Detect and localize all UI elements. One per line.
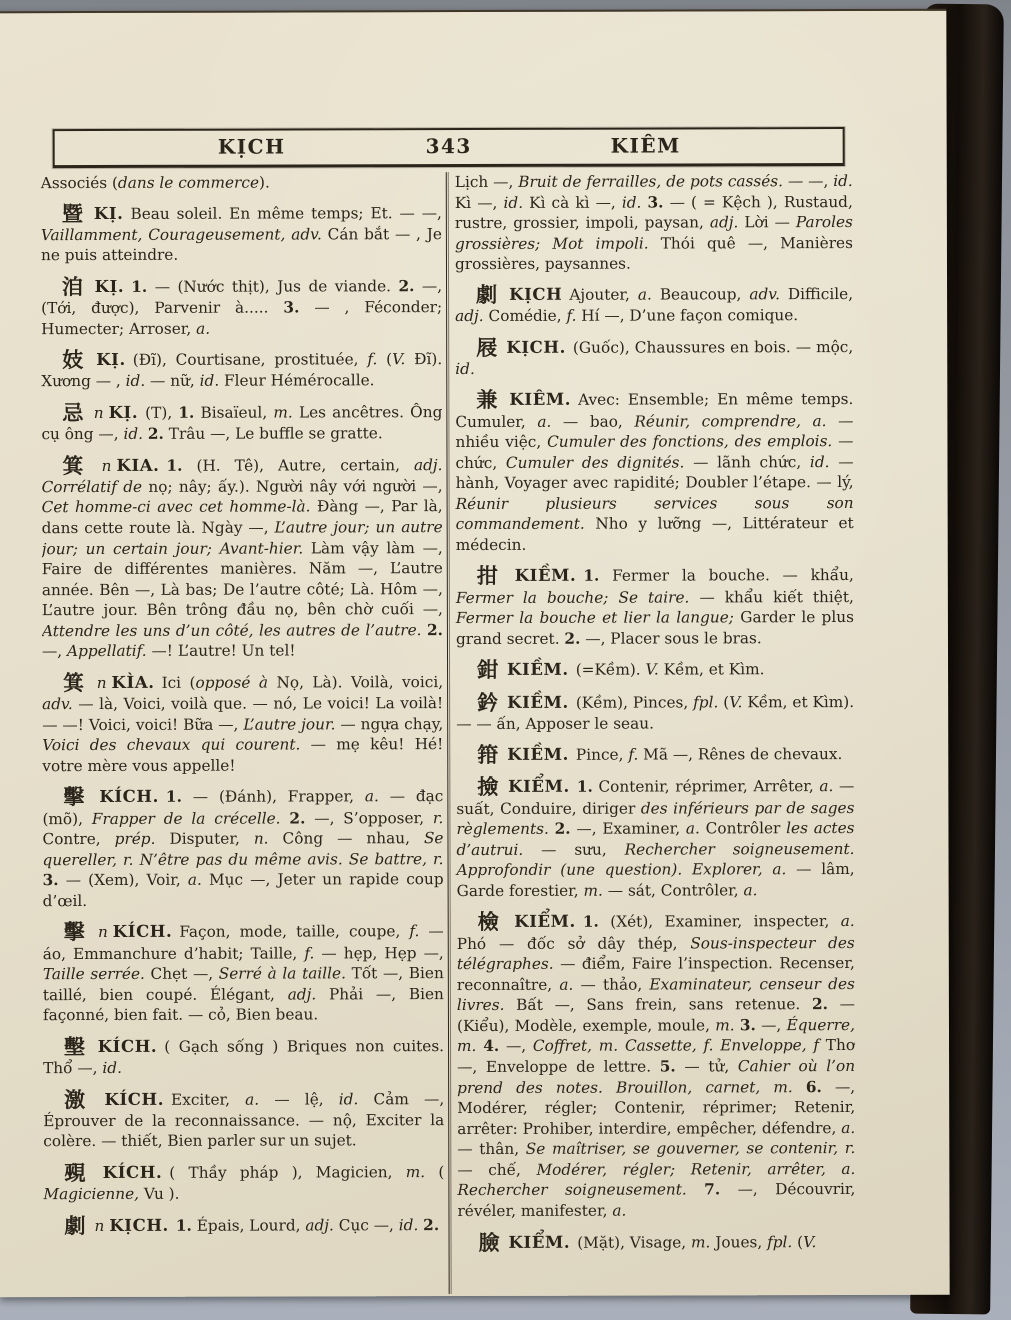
cjk-headword: 忌 xyxy=(62,399,85,426)
entry-text-segment: Trâu —, Le buffle se gratte. xyxy=(163,424,383,443)
entry-text-segment: Disputer, xyxy=(155,829,254,848)
entry-text-segment: adj. xyxy=(413,455,443,474)
cjk-headword: 劇 xyxy=(64,1212,86,1238)
entry-text-segment: a. xyxy=(187,870,202,889)
entry-text-segment: les actes d’autrui. xyxy=(456,819,855,859)
entry-headword: KỊ. xyxy=(94,276,125,296)
entry-text-segment: ( xyxy=(718,692,730,711)
dictionary-entry xyxy=(455,388,853,555)
entry-text-segment: 2. xyxy=(147,424,164,443)
cjk-headword: 擊 xyxy=(63,919,89,945)
entry-text-segment: Façon, mode, taille, coupe, xyxy=(179,922,410,942)
entry-text-segment: adj. xyxy=(287,985,317,1004)
entry-headword: KỊCH xyxy=(509,284,563,304)
entry-text-segment: 1. xyxy=(165,788,182,807)
entry-headword: KIỀM. xyxy=(514,566,577,586)
entry-text-segment: prép. xyxy=(114,829,156,849)
entry-text-segment: — mẹ kêu! Hé! votre mère vous appelle! xyxy=(42,735,444,775)
entry-text-segment: Réunir, comprendre, a. xyxy=(634,411,827,431)
entry-headword: KÍCH. xyxy=(104,1089,165,1109)
entry-text-segment: — khẩu kiết thiệt, xyxy=(689,587,854,607)
entry-headword: KIỀM. xyxy=(507,660,569,680)
entry-text-segment: Beaucoup, xyxy=(651,285,750,304)
entry-text-segment: —, S’opposer, xyxy=(305,808,433,827)
dictionary-entry xyxy=(456,775,854,901)
entry-text-segment: —, Modérer, régler; Contenir, réprimer; Retenir, arrêter: Prohiber, interdire, empêcher, défendre, xyxy=(457,1077,856,1138)
entry-text-segment: (=Kềm). xyxy=(575,660,646,680)
entry-text-segment: — sát, Contrôler, xyxy=(602,881,744,900)
entry-text-segment: Ici ( xyxy=(161,673,196,692)
cjk-headword: 箕 xyxy=(62,452,93,478)
entry-text-segment: 1. xyxy=(583,567,600,586)
entry-text-segment: a. xyxy=(743,881,758,900)
entry-text-segment: a. xyxy=(537,412,552,431)
entry-text-segment: f. xyxy=(367,350,378,369)
entry-text-segment: Réunir plusieurs services sous son commandement. xyxy=(455,493,854,534)
entry-text-segment: Fleur Hémérocalle. xyxy=(219,371,375,391)
entry-headword: KỊ. xyxy=(93,203,124,223)
cjk-headword: 臉 xyxy=(478,1229,500,1255)
entry-text-segment: ( Thầy pháp ), Magicien, xyxy=(169,1163,406,1182)
entry-text-segment: m. xyxy=(715,1016,735,1035)
cjk-headword: 鉗 xyxy=(477,657,499,683)
entry-text-segment: Taille serrée. xyxy=(42,964,145,984)
dictionary-entry xyxy=(457,910,856,1221)
entry-text-segment: a. xyxy=(840,912,855,931)
entry-text-segment: Difficile, xyxy=(779,284,854,304)
entry-text-segment: 1. xyxy=(178,403,195,422)
cjk-headword: 暨 xyxy=(61,200,85,226)
entry-text-segment: — (Kiểu), Modèle, exemple, moule, xyxy=(456,995,855,1035)
cjk-headword: 箝 xyxy=(477,742,499,768)
entry-text-segment xyxy=(793,1078,806,1096)
entry-headword: KỊ. xyxy=(108,402,139,422)
entry-text-segment: Cumuler des fonctions, des emplois. xyxy=(547,432,833,451)
entry-text-segment: 2. xyxy=(564,629,581,648)
dictionary-entry xyxy=(41,348,442,392)
entry-text-segment: Bất —, Sans frein, sans retenue. xyxy=(504,995,812,1015)
entry-text-segment: Đàng —, Par là, dans cette route là. Ngày —, xyxy=(41,497,443,538)
entry-text-segment: Épais, Lourd, xyxy=(191,1216,306,1235)
entry-text-segment: Cảm —, Éprouver de la reconnaissance. — nộ, Exciter la colère. — thiết, Bien parler sur un sujet. xyxy=(43,1089,445,1151)
dictionary-entry xyxy=(43,920,444,1025)
entry-text-segment: — (Xem), Voir, xyxy=(58,870,188,890)
entry-text-segment: — tử, xyxy=(675,1057,738,1076)
entry-text-segment: — (Đánh), Frapper, xyxy=(181,787,365,807)
entry-text-segment: id. xyxy=(338,1089,359,1108)
entry-text-segment: Cahier où l’on prend des notes. Brouillon, carnet, m. xyxy=(457,1056,856,1097)
entry-text-segment: Contrôler xyxy=(699,819,787,838)
page-number: 343 xyxy=(425,133,472,159)
entry-text-segment: Garder le plus grand secret. xyxy=(455,608,854,648)
dictionary-entry xyxy=(43,1161,444,1205)
entry-text-segment: nọ; nây; ấy.). Người nây với người —, xyxy=(142,476,443,496)
entry-headword: KỊ. xyxy=(96,350,126,370)
entry-text-segment: Sous-inspecteur des télégraphes. xyxy=(456,933,855,974)
entry-text-segment: Contenir, réprimer, Arrêter, xyxy=(592,777,820,797)
entry-text-segment: 2. xyxy=(423,1215,440,1234)
entry-text-segment: — suất, Conduire, diriger xyxy=(456,777,855,818)
entry-text-segment: 2. xyxy=(398,277,415,296)
dictionary-entry xyxy=(455,336,853,380)
entry-headword: KÍCH. xyxy=(97,1036,158,1056)
entry-text-segment: (Mặt), Visage, xyxy=(577,1232,692,1252)
header-word-left: KỊCH xyxy=(217,134,286,159)
dictionary-entry xyxy=(41,275,442,339)
entry-text-segment: Cumuler des dignités. xyxy=(505,453,685,472)
entry-text-segment: Avec: Ensemble; En même temps. Cumuler, xyxy=(455,390,854,431)
cjk-headword: 洎 xyxy=(62,273,86,299)
entry-headword: KIA. xyxy=(116,455,160,475)
entry-text-segment: Pince, xyxy=(575,745,629,764)
entry-text-segment: 1. xyxy=(576,778,593,797)
entry-text-segment: Se quereller, r. N’être pas du même avis. Se battre, r. xyxy=(42,829,444,869)
entry-text-segment: Modérer, régler; Retenir, arrêter, a. Rechercher soigneusement. xyxy=(457,1159,856,1200)
cjk-headword: 墼 xyxy=(63,1033,89,1059)
entry-text-segment: — —, xyxy=(782,172,834,191)
entry-text-segment: 1. xyxy=(131,277,148,296)
entry-text-segment: Beau soleil. En même temps; Et. — —, xyxy=(130,203,442,223)
entry-text-segment: — lãnh chức, xyxy=(684,452,810,472)
entry-headword: KÍCH. xyxy=(102,1162,163,1182)
entry-text-segment xyxy=(281,809,290,827)
entry-text-segment: id. xyxy=(503,193,524,212)
entry-text-segment: Mã —, Rênes de chevaux. xyxy=(638,745,843,764)
entry-text-segment: — thảo, xyxy=(573,975,650,994)
entry-text-segment: 2. xyxy=(289,808,306,828)
entry-text-segment: Joues, xyxy=(710,1232,768,1251)
text-block xyxy=(41,171,856,1299)
dictionary-page xyxy=(0,9,950,1297)
entry-text-segment: ( xyxy=(425,1162,445,1181)
entry-text-segment: Fermer la bouche; Se taire. xyxy=(455,588,690,607)
cjk-headword: 拑 xyxy=(476,563,506,589)
entry-text-segment: Công — nhau, xyxy=(268,829,424,848)
entry-text-segment: Phó — đốc sở dây thép, xyxy=(456,934,691,953)
entry-text-segment: 6. xyxy=(805,1077,822,1096)
entry-text-segment: 3. xyxy=(739,1016,756,1035)
entry-text-segment: a. xyxy=(559,975,574,994)
entry-text-segment: a. xyxy=(196,319,211,338)
dictionary-entry xyxy=(458,1230,856,1253)
entry-prefix: n xyxy=(94,1216,105,1235)
entry-text-segment: Voici des chevaux qui courent. xyxy=(42,735,301,755)
entry-text-segment: V. xyxy=(729,692,743,711)
dictionary-entry xyxy=(43,1035,444,1079)
entry-text-segment: Nọ, Là). Voilà, voici, xyxy=(267,673,444,692)
entry-text-segment: —, (Tới, được), Parvenir à..... xyxy=(41,276,443,318)
cjk-headword: 屐 xyxy=(476,334,498,360)
entry-text-segment: —! L’autre! Un tel! xyxy=(146,641,296,661)
entry-text-segment: 7. xyxy=(704,1180,721,1199)
entry-text-segment: —, Découvrir, révéler, manifester, xyxy=(457,1180,856,1220)
entry-text-segment: id. xyxy=(809,452,830,471)
entry-text-segment: des inférieurs par de sages règlements. xyxy=(456,798,855,839)
entry-text-segment: f. xyxy=(566,306,577,325)
entry-prefix: n xyxy=(96,673,107,692)
entry-text-segment: — lệ, xyxy=(259,1089,339,1109)
entry-text-segment: —, xyxy=(499,1037,533,1056)
entry-text-segment: — , Féconder; Humecter; Arroser, xyxy=(41,298,443,338)
entry-prefix: n xyxy=(93,403,104,422)
cjk-headword: 箕 xyxy=(63,669,88,696)
entry-headword: KÍCH. xyxy=(112,922,173,942)
column-right xyxy=(455,171,856,1298)
entry-text-segment: ( xyxy=(792,1232,804,1251)
entry-text-segment: Thói quê —, Manières grossières, paysannes. xyxy=(454,233,853,274)
entry-text-segment: 1. xyxy=(175,1216,192,1235)
entry-text-segment: f. xyxy=(409,922,420,941)
entry-text-segment: Contre, xyxy=(42,830,115,849)
entry-text-segment: Se maîtriser, se gouverner, se contenir, r. xyxy=(525,1139,856,1159)
entry-text-segment: 2. xyxy=(554,819,571,838)
entry-text-segment: Chẹt —, xyxy=(144,964,219,983)
entry-text-segment: 1. xyxy=(166,456,183,475)
entry-text-segment: (H. Tê), Autre, certain, xyxy=(182,455,414,475)
entry-text-segment: — nữ, xyxy=(145,372,200,391)
entry-text-segment: 3. xyxy=(647,193,664,212)
entry-text-segment: — (Nước thịt), Jus de viande. xyxy=(147,277,399,296)
entry-headword: KIỂM. xyxy=(508,1232,571,1252)
running-header xyxy=(53,127,845,168)
entry-text-segment: Cục —, xyxy=(333,1215,399,1234)
cjk-headword: 妓 xyxy=(62,347,88,373)
entry-text-segment: —, Placer sous le bras. xyxy=(580,628,762,648)
entry-prefix: n xyxy=(101,456,112,475)
entry-text-segment: m. xyxy=(690,1232,711,1251)
entry-text-segment: (Đĩ), Courtisane, prostituée, xyxy=(132,350,368,370)
entry-text-segment: 2. xyxy=(426,620,443,639)
dictionary-entry xyxy=(41,172,442,194)
entry-text-segment: Magicienne, xyxy=(43,1184,140,1204)
entry-text-segment: Comédie, xyxy=(483,306,567,325)
cjk-headword: 兼 xyxy=(476,387,501,413)
entry-text-segment: — điểm, Faire l’inspection. Recenser, reconnaître, xyxy=(456,954,855,994)
entry-text-segment: Serré à la taille. xyxy=(218,964,346,983)
entry-text-segment: a. xyxy=(364,787,379,806)
cjk-headword: 擊 xyxy=(63,784,91,810)
entry-text-segment: id. xyxy=(833,172,853,191)
entry-text-segment: —, xyxy=(41,642,68,661)
entry-text-segment: — thân, xyxy=(457,1140,526,1159)
dictionary-entry xyxy=(456,564,854,649)
entry-text-segment: Kì cà kì —, xyxy=(523,193,622,212)
entry-text-segment: Lịch —, xyxy=(454,172,519,192)
entry-text-segment: id. xyxy=(199,372,220,391)
entry-text-segment: —, Examiner, xyxy=(570,819,686,838)
dictionary-entry xyxy=(42,785,443,911)
entry-text-segment: adv. xyxy=(749,285,780,304)
entry-text-segment: opposé à xyxy=(195,673,269,692)
dictionary-entry xyxy=(41,202,442,266)
entry-prefix: n xyxy=(97,923,108,942)
entry-text-segment: Kềm, et Kìm). — — ấn, Apposer le seau. xyxy=(456,692,855,733)
entry-text-segment: Fermer la bouche. — khẩu, xyxy=(599,566,854,586)
entry-text-segment: Kềm, et Kìm. xyxy=(658,660,765,679)
entry-text-segment: Bisaïeul, xyxy=(194,403,274,422)
entry-text-segment: — bao, xyxy=(551,412,635,431)
entry-text-segment: L’autre jour; un autre jour; un certain jour; Avant-hier. xyxy=(41,518,443,558)
entry-headword: KÍCH. xyxy=(99,787,159,807)
entry-text-segment: f. xyxy=(304,943,315,963)
entry-text-segment: Đĩ). Xương — , xyxy=(41,350,443,391)
entry-headword: KIỀM. xyxy=(507,744,569,765)
cjk-headword: 激 xyxy=(64,1086,96,1112)
entry-text-segment: Frapper de la crécelle. xyxy=(91,809,281,828)
entry-text-segment: id. xyxy=(102,1058,122,1077)
entry-text-segment: Examinateur, censeur des livres. xyxy=(456,974,855,1015)
entry-text-segment: Hí —, D’une façon comique. xyxy=(576,306,799,325)
entry-headword: KIỂM. xyxy=(508,777,570,797)
entry-text-segment: Kì —, xyxy=(454,193,504,212)
entry-text-segment: id. xyxy=(123,424,144,444)
cjk-headword: 覡 xyxy=(64,1159,94,1185)
entry-headword: KIỂM. xyxy=(514,912,576,932)
entry-text-segment: — ( = Kệch ), Rustaud, rustre, grossier, impoli, paysan, xyxy=(454,192,853,233)
entry-text-segment: adj. xyxy=(455,306,484,326)
entry-text-segment: Làm vậy làm —, Faire de différentes manières. Năm —, L’autre année. Bên —, Là bas; De l’autre côté; Là. Hôm —, L’autre jour. Bên trông đầu nọ, bên chờ cuối —, xyxy=(41,538,443,620)
entry-text-segment: a. xyxy=(819,777,834,796)
entry-text-segment: Phải —, Bien façonné, bien fait. — cỏ, Bien beau. xyxy=(42,984,444,1025)
entry-text-segment: 5. xyxy=(659,1057,676,1076)
entry-text-segment: ). xyxy=(258,173,270,192)
entry-text-segment: a. xyxy=(637,285,652,304)
header-word-right: KIÊM xyxy=(610,133,681,158)
entry-text-segment: Corrélatif de xyxy=(41,477,143,497)
entry-text-segment: Thơ —, Enveloppe de lettre. xyxy=(457,1036,856,1077)
entry-text-segment: a. xyxy=(612,1201,627,1220)
entry-text-segment: m. xyxy=(273,403,293,422)
entry-text-segment: a. xyxy=(841,1118,856,1137)
dictionary-entry xyxy=(456,743,854,766)
entry-text-segment: a. xyxy=(685,819,700,838)
entry-text-segment: Exciter, xyxy=(171,1090,246,1109)
entry-text-segment: Coffret, m. Cassette, f. Enveloppe, f xyxy=(532,1036,820,1056)
entry-headword: KỊCH. xyxy=(506,337,566,357)
entry-text-segment: Appellatif. xyxy=(67,642,147,661)
dictionary-entry xyxy=(42,671,443,776)
entry-text-segment: id. xyxy=(455,359,475,378)
entry-text-segment: V. xyxy=(392,350,406,369)
entry-text-segment: Bruit de ferrailles, de pots cassés. xyxy=(518,172,784,191)
entry-text-segment: Vaillamment, Courageusement, adv. xyxy=(40,225,322,244)
entry-text-segment: adj. xyxy=(709,213,739,232)
entry-text-segment: m. xyxy=(405,1162,426,1182)
entry-text-segment xyxy=(687,1181,704,1199)
cjk-headword: 劇 xyxy=(476,281,501,307)
entry-text-segment: — là, Voici, voilà que. — nó, Le voici! La voilà! — —! Voici, voici! Bữa —, xyxy=(42,694,444,734)
column-rule xyxy=(446,172,452,1294)
entry-text-segment: V. xyxy=(645,660,659,679)
entry-text-segment: Mục —, Jeter un rapide coup d’œil. xyxy=(42,870,444,910)
entry-text-segment: (T), xyxy=(145,403,179,422)
cjk-headword: 撿 xyxy=(477,774,500,800)
entry-text-segment: 3. xyxy=(283,298,300,317)
entry-text-segment: Ajouter, xyxy=(569,285,638,304)
entry-text-segment: Fermer la bouche et lier la langue; xyxy=(455,608,734,628)
entry-headword: KÌA. xyxy=(111,672,155,692)
entry-text-segment: — hẹp, Hẹp —, xyxy=(314,943,444,962)
entry-text-segment: Cán bắt — , Je ne puis atteindre. xyxy=(40,224,442,265)
entry-text-segment: Cet homme-ci avec cet homme-là. xyxy=(41,497,311,517)
entry-text-segment: 2. xyxy=(811,995,828,1014)
entry-text-segment: — chế, xyxy=(457,1160,537,1179)
entry-text-segment: (Guốc), Chaussures en bois. — mộc, xyxy=(572,337,854,357)
entry-text-segment: Nho y lưỡng —, Littérateur et médecin. xyxy=(455,514,854,554)
entry-text-segment: fpl. xyxy=(767,1232,793,1251)
entry-text-segment: Attendre les uns d’un côté, les autres de l’autre. xyxy=(41,620,422,640)
entry-text-segment: Les ancêtres. Ông cụ ông —, xyxy=(41,403,443,444)
entry-text-segment: r. xyxy=(432,808,444,827)
entry-text-segment: fpl. xyxy=(693,692,719,711)
entry-text-segment: adj. xyxy=(305,1215,334,1235)
entry-text-segment: adv. xyxy=(42,695,73,714)
entry-text-segment: —, xyxy=(755,1016,787,1035)
dictionary-entry xyxy=(41,454,443,662)
entry-text-segment: Tốt —, Bien taillé, bien coupé. Élégant, xyxy=(42,964,444,1004)
entry-text-segment: Rechercher soigneusement. Approfondir (une question). Explorer, a. xyxy=(456,839,855,880)
dictionary-entry xyxy=(455,283,853,327)
dictionary-entry xyxy=(43,1214,444,1237)
entry-text-segment: id. xyxy=(125,372,146,391)
entry-text-segment: a. xyxy=(245,1090,260,1109)
entry-text-segment: id. xyxy=(621,193,642,212)
entry-text-segment: (Kềm), Pinces, xyxy=(575,692,694,712)
entry-text-segment: — ngựa chạy, xyxy=(335,714,444,734)
entry-text-segment: ( Gạch sống ) Briques non cuites. Thổ —, xyxy=(43,1036,445,1078)
entry-headword: KỊCH. xyxy=(109,1215,169,1235)
dictionary-entry xyxy=(456,690,854,734)
entry-text-segment: n. xyxy=(253,829,269,848)
entry-headword: KIỀM. xyxy=(507,692,569,712)
entry-text-segment: 1. xyxy=(582,913,599,932)
dictionary-entry xyxy=(43,1088,444,1152)
entry-text-segment: 3. xyxy=(42,871,59,890)
cjk-headword: 鈐 xyxy=(477,689,499,715)
entry-text-segment: (Xét), Examiner, inspecter, xyxy=(598,912,841,932)
entry-text-segment: — chức, xyxy=(455,432,854,472)
entry-text-segment: — hành, Voyager avec rapidité; Doubler l’étape. — lý, xyxy=(455,452,854,493)
entry-text-segment: Équerre, m. xyxy=(457,1015,855,1056)
entry-text-segment: — đạc (mõ), xyxy=(42,787,444,828)
entry-text-segment: Lời — xyxy=(738,213,796,232)
entry-text-segment: Associés ( xyxy=(40,173,118,193)
entry-text-segment: Vu ). xyxy=(139,1184,180,1203)
entry-text-segment: Paroles grossières; Mot impoli. xyxy=(454,213,853,253)
entry-text-segment: — nhiều việc, xyxy=(455,411,854,452)
entry-text-segment: dans le commerce xyxy=(117,173,260,192)
entry-text-segment: 4. xyxy=(483,1037,500,1056)
entry-text-segment: f. xyxy=(628,745,639,764)
entry-text-segment: id. xyxy=(398,1215,419,1234)
entry-text-segment: ( xyxy=(377,350,393,369)
entry-text-segment: — áo, Emmanchure d’habit; Taille, xyxy=(42,922,444,963)
entry-text-segment: L’autre jour. xyxy=(243,715,336,734)
dictionary-entry xyxy=(41,401,442,445)
entry-headword: KIÊM. xyxy=(509,390,572,410)
entry-text-segment: — sưu, xyxy=(523,840,625,859)
cjk-headword: 檢 xyxy=(477,909,506,935)
entry-text-segment: — lâm, Garde forestier, xyxy=(456,860,855,900)
dictionary-entry xyxy=(455,171,853,275)
entry-text-segment: V. xyxy=(803,1232,817,1251)
entry-text-segment: m. xyxy=(583,881,603,900)
dictionary-entry xyxy=(456,658,854,681)
column-left xyxy=(41,172,445,1299)
